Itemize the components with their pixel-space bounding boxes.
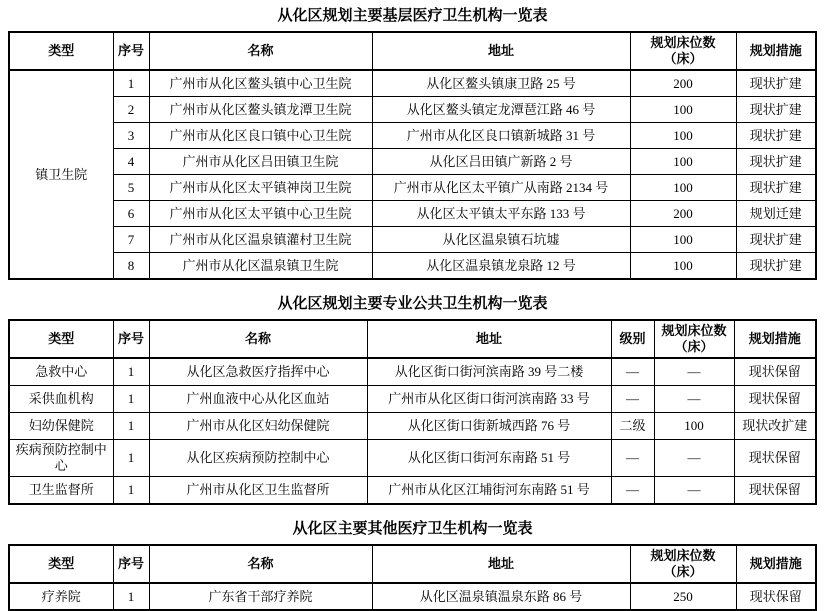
name-cell: 从化区急救医疗指挥中心: [149, 358, 367, 386]
row-number-cell: 1: [113, 477, 149, 505]
address-cell: 从化区鳌头镇康卫路 25 号: [372, 70, 630, 97]
measure-cell: 现状扩建: [736, 253, 816, 280]
level-cell: —: [611, 440, 654, 477]
table-row: [9, 440, 816, 477]
measure-cell: 现状保留: [734, 358, 816, 386]
measure-cell: 现状保留: [734, 477, 816, 505]
table-row: [9, 413, 816, 440]
address-cell: 从化区温泉镇石坑墟: [372, 227, 630, 253]
beds-cell: 100: [630, 175, 736, 201]
address-cell: 从化区街口街河滨南路 39 号二楼: [367, 358, 611, 386]
type-cell: 妇幼保健院: [9, 413, 113, 440]
name-cell: 广东省干部疗养院: [149, 583, 372, 610]
column-header-measure: 规划措施: [736, 32, 816, 70]
row-number-cell: 1: [113, 583, 149, 610]
measure-cell: 现状扩建: [736, 123, 816, 149]
type-cell: 疾病预防控制中心: [9, 440, 113, 477]
name-cell: 广州市从化区妇幼保健院: [149, 413, 367, 440]
table-row: [9, 386, 816, 413]
column-header-no: 序号: [113, 32, 149, 70]
row-number-cell: 2: [113, 97, 149, 123]
beds-cell: 100: [630, 123, 736, 149]
address-cell: 从化区温泉镇温泉东路 86 号: [372, 583, 630, 610]
address-cell: 从化区街口街河东南路 51 号: [367, 440, 611, 477]
address-cell: 从化区街口街新城西路 76 号: [367, 413, 611, 440]
row-number-cell: 4: [113, 149, 149, 175]
beds-cell: —: [654, 358, 734, 386]
row-number-cell: 6: [113, 201, 149, 227]
address-cell: 从化区温泉镇龙泉路 12 号: [372, 253, 630, 280]
beds-cell: —: [654, 477, 734, 505]
beds-cell: 250: [630, 583, 736, 610]
table-row: [9, 123, 816, 149]
table-row: [9, 358, 816, 386]
table-title-other-medical: 从化区主要其他医疗卫生机构一览表: [292, 520, 533, 537]
header-row: [9, 32, 816, 70]
address-cell: 从化区鳌头镇定龙潭琶江路 46 号: [372, 97, 630, 123]
table-title-basic-medical: 从化区规划主要基层医疗卫生机构一览表: [277, 7, 548, 24]
row-number-cell: 1: [113, 413, 149, 440]
column-header-beds: 规划床位数（床）: [630, 32, 736, 70]
name-cell: 广州市从化区卫生监督所: [149, 477, 367, 505]
table-row: [9, 477, 816, 505]
level-cell: —: [611, 386, 654, 413]
measure-cell: 现状保留: [734, 440, 816, 477]
type-cell: 采供血机构: [9, 386, 113, 413]
column-header-name: 名称: [149, 32, 372, 70]
name-cell: 广州市从化区温泉镇卫生院: [149, 253, 372, 280]
address-cell: 广州市从化区太平镇广从南路 2134 号: [372, 175, 630, 201]
beds-cell: —: [654, 386, 734, 413]
measure-cell: 现状扩建: [736, 175, 816, 201]
table-row: [9, 227, 816, 253]
name-cell: 广州市从化区鳌头镇龙潭卫生院: [149, 97, 372, 123]
header-row: [9, 545, 816, 583]
level-cell: —: [611, 477, 654, 505]
measure-cell: 规划迁建: [736, 201, 816, 227]
row-number-cell: 8: [113, 253, 149, 280]
beds-cell: 100: [630, 97, 736, 123]
beds-cell: —: [654, 440, 734, 477]
type-cell: 急救中心: [9, 358, 113, 386]
measure-cell: 现状扩建: [736, 70, 816, 97]
measure-cell: 现状扩建: [736, 97, 816, 123]
column-header-address: 地址: [372, 32, 630, 70]
measure-cell: 现状扩建: [736, 149, 816, 175]
column-header-no: 序号: [113, 320, 149, 358]
table-title-public-health: 从化区规划主要专业公共卫生机构一览表: [277, 295, 548, 312]
table-row: [9, 253, 816, 280]
measure-cell: 现状保留: [734, 386, 816, 413]
level-cell: —: [611, 358, 654, 386]
row-number-cell: 7: [113, 227, 149, 253]
column-header-beds: 规划床位数（床）: [630, 545, 736, 583]
table-row: [9, 201, 816, 227]
row-number-cell: 1: [113, 358, 149, 386]
table-row: [9, 583, 816, 610]
column-header-type: 类型: [9, 320, 113, 358]
row-number-cell: 3: [113, 123, 149, 149]
measure-cell: 现状改扩建: [734, 413, 816, 440]
column-header-address: 地址: [367, 320, 611, 358]
type-cell: 疗养院: [9, 583, 113, 610]
column-header-type: 类型: [9, 32, 113, 70]
table-row: [9, 70, 816, 97]
name-cell: 广州市从化区鳌头镇中心卫生院: [149, 70, 372, 97]
column-header-name: 名称: [149, 545, 372, 583]
column-header-no: 序号: [113, 545, 149, 583]
row-number-cell: 1: [113, 440, 149, 477]
name-cell: 广州市从化区吕田镇卫生院: [149, 149, 372, 175]
column-header-type: 类型: [9, 545, 113, 583]
address-cell: 从化区吕田镇广新路 2 号: [372, 149, 630, 175]
beds-cell: 100: [630, 253, 736, 280]
header-row: [9, 320, 816, 358]
beds-cell: 100: [630, 227, 736, 253]
name-cell: 广州市从化区太平镇中心卫生院: [149, 201, 372, 227]
name-cell: 广州市从化区良口镇中心卫生院: [149, 123, 372, 149]
measure-cell: 现状保留: [736, 583, 816, 610]
name-cell: 广州血液中心从化区血站: [149, 386, 367, 413]
table-row: [9, 97, 816, 123]
column-header-level: 级别: [611, 320, 654, 358]
column-header-measure: 规划措施: [734, 320, 816, 358]
beds-cell: 100: [630, 149, 736, 175]
name-cell: 从化区疾病预防控制中心: [149, 440, 367, 477]
beds-cell: 200: [630, 70, 736, 97]
beds-cell: 100: [654, 413, 734, 440]
address-cell: 广州市从化区江埔街河东南路 51 号: [367, 477, 611, 505]
name-cell: 广州市从化区温泉镇灌村卫生院: [149, 227, 372, 253]
column-header-measure: 规划措施: [736, 545, 816, 583]
beds-cell: 200: [630, 201, 736, 227]
table-row: [9, 149, 816, 175]
address-cell: 广州市从化区街口街河滨南路 33 号: [367, 386, 611, 413]
address-cell: 广州市从化区良口镇新城路 31 号: [372, 123, 630, 149]
row-number-cell: 5: [113, 175, 149, 201]
table-basic-medical-institutions: [8, 31, 817, 280]
table-public-health-institutions: [8, 319, 817, 505]
table-other-medical-institutions: [8, 544, 817, 611]
address-cell: 从化区太平镇太平东路 133 号: [372, 201, 630, 227]
level-cell: 二级: [611, 413, 654, 440]
type-cell: 卫生监督所: [9, 477, 113, 505]
column-header-beds: 规划床位数（床）: [654, 320, 734, 358]
type-group-cell: 镇卫生院: [9, 70, 113, 279]
row-number-cell: 1: [113, 70, 149, 97]
name-cell: 广州市从化区太平镇神岗卫生院: [149, 175, 372, 201]
column-header-address: 地址: [372, 545, 630, 583]
measure-cell: 现状扩建: [736, 227, 816, 253]
table-row: [9, 175, 816, 201]
column-header-name: 名称: [149, 320, 367, 358]
row-number-cell: 1: [113, 386, 149, 413]
